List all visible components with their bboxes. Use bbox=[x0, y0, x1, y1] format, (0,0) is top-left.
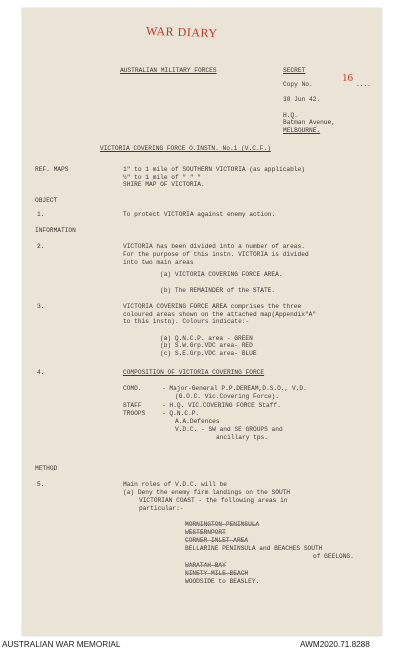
para-3-number: 3. bbox=[37, 303, 45, 310]
copy-no-label: Copy No. bbox=[283, 81, 313, 88]
para-5-line2: (a) Deny the enemy firm landings on the SOUTH bbox=[123, 489, 291, 496]
hq-line1: H.Q. bbox=[283, 112, 298, 119]
org-title: AUSTRALIAN MILITARY FORCES bbox=[120, 67, 217, 74]
para-4-heading: COMPOSITION OF VICTORIA COVERING FORCE bbox=[123, 369, 265, 376]
para-3-item-c: (c) S.E.Grp.VDC area- BLUE bbox=[160, 350, 257, 357]
ref-maps-line1: 1" to 1 mile of SOUTHERN VICTORIA (as applicable) bbox=[123, 166, 305, 173]
footer-accession-number: AWM2020.71.8288 bbox=[300, 640, 370, 649]
para-2-line2: For the purpose of this instn. VICTORIA is divided bbox=[123, 251, 309, 258]
troops-line3: V.D.C. - SW and SE GROUPS and bbox=[175, 426, 283, 433]
document-title: VICTORIA COVERING FORCE O.INSTN. No.1 (V.C.F.) bbox=[100, 145, 271, 152]
troops-line4: ancillary tps. bbox=[216, 434, 268, 441]
para-1-text: To protect VICTORIA against enemy action. bbox=[123, 211, 276, 218]
para-2-item-a: (a) VICTORIA COVERING FORCE AREA. bbox=[160, 271, 283, 278]
area-list-item: NINETY MILE BEACH bbox=[185, 570, 249, 577]
area-list-item: WOODSIDE to BEASLEY. bbox=[185, 578, 260, 585]
comd-label: COMD. bbox=[123, 385, 142, 392]
area-list-item: of GEELONG. bbox=[313, 553, 354, 560]
para-2-number: 2. bbox=[37, 243, 45, 250]
information-label: INFORMATION bbox=[35, 227, 76, 234]
secret-label: SECRET bbox=[283, 67, 306, 74]
method-label: METHOD bbox=[35, 465, 58, 472]
para-2-line1: VICTORIA has been divided into a number of areas. bbox=[123, 243, 305, 250]
ref-maps-line2: ½" to 1 mile of " " " bbox=[123, 174, 201, 181]
hq-line2: Batman Avenue, bbox=[283, 119, 335, 126]
para-5-number: 5. bbox=[37, 481, 45, 488]
war-diary-stamp: WAR DIARY bbox=[145, 23, 218, 41]
para-4-number: 4. bbox=[37, 369, 45, 376]
area-list-item: CORNER INLET AREA bbox=[185, 537, 249, 544]
comd-line1: - Major-General P.P.DEREAM,D.S.O., V.D. bbox=[162, 385, 307, 392]
staff-label: STAFF bbox=[123, 402, 142, 409]
para-5-line1: Main roles of V.D.C. will be bbox=[123, 481, 227, 488]
troops-line2: A.A.Defences bbox=[175, 418, 220, 425]
para-3-item-a: (a) Q.N.C.P. area - GREEN bbox=[160, 335, 253, 342]
para-1-number: 1. bbox=[37, 211, 45, 218]
copy-no-suffix: .... bbox=[356, 81, 371, 88]
para-5-line4: particular:- bbox=[139, 505, 184, 512]
area-list-item: BELLARINE PENINSULA and BEACHES SOUTH bbox=[185, 545, 323, 552]
staff-text: - H.Q. VIC.COVERING FORCE Staff. bbox=[162, 402, 281, 409]
area-list-item: WESTERNPORT bbox=[185, 529, 226, 536]
area-list-item: WARATAH BAY bbox=[185, 562, 226, 569]
para-2-line3: into two main areas bbox=[123, 259, 194, 266]
copy-number-handwritten: 16 bbox=[342, 72, 353, 84]
para-2-item-b: (b) The REMAINDER of the STATE. bbox=[160, 287, 276, 294]
object-label: OBJECT bbox=[35, 197, 58, 204]
ref-maps-line3: SHIRE MAP OF VICTORIA. bbox=[123, 181, 205, 188]
footer-credit: AUSTRALIAN WAR MEMORIAL bbox=[2, 640, 121, 649]
comd-line2: (G.O.C. Vic.Covering Force). bbox=[175, 393, 279, 400]
area-list-item: MORNINGTON PENINSULA bbox=[185, 521, 260, 528]
para-5-line3: VICTORIAN COAST - the following areas in bbox=[139, 497, 288, 504]
para-3-line3: to this instn). Colours indicate:- bbox=[123, 318, 250, 325]
document-date: 30 Jun 42. bbox=[283, 96, 321, 103]
hq-line3: MELBOURNE. bbox=[283, 127, 321, 134]
para-3-line2: coloured areas shown on the attached map(Appendix"A" bbox=[123, 311, 317, 318]
troops-line1: - Q.N.C.P. bbox=[162, 410, 200, 417]
ref-maps-label: REF. MAPS bbox=[35, 166, 69, 173]
para-3-line1: VICTORIA COVERING FORCE AREA comprises the three bbox=[123, 303, 302, 310]
para-3-item-b: (b) S.W.Grp.VDC area- RED bbox=[160, 342, 253, 349]
troops-label: TROOPS bbox=[123, 410, 146, 417]
